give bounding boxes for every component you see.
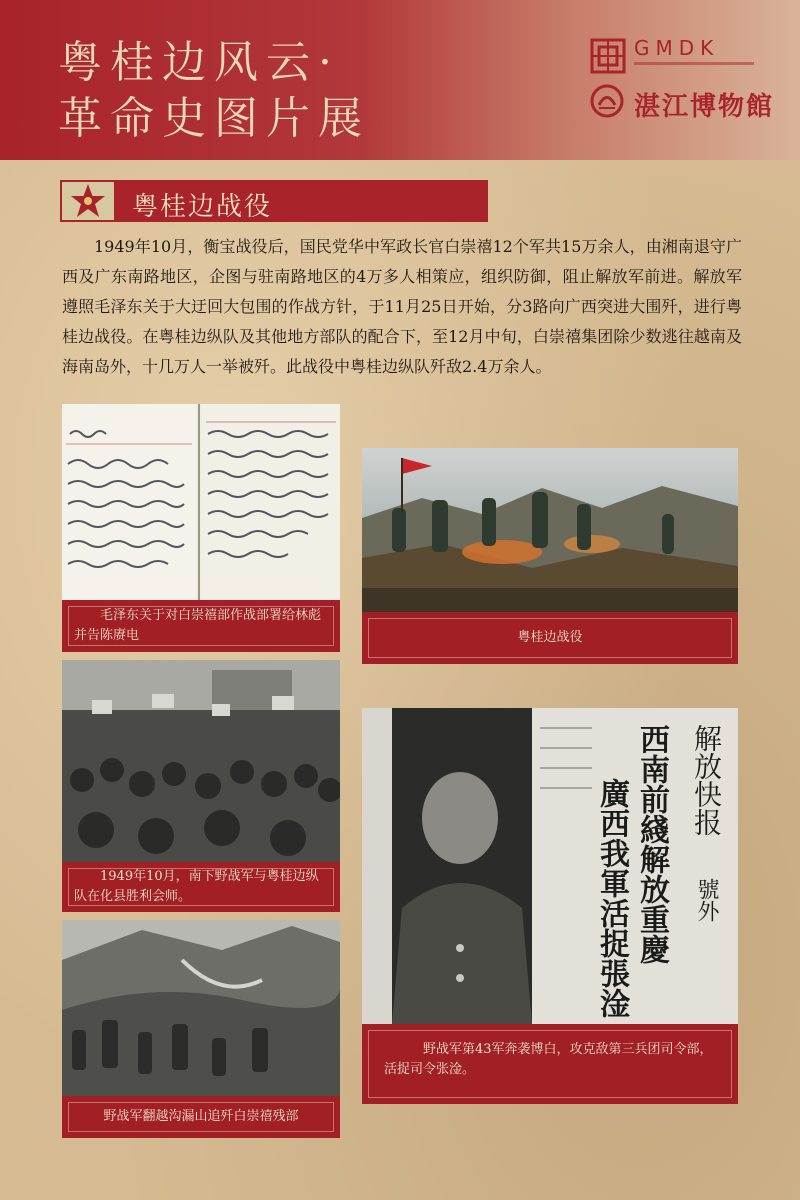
battle-painting-photo: [362, 448, 738, 612]
section-star-box: [62, 182, 114, 220]
logo2-text: 湛江博物館: [634, 92, 775, 122]
red-star-icon: [62, 182, 114, 220]
mountain-caption: 野战军翻越沟漏山追歼白崇禧残部: [103, 1109, 299, 1124]
newspaper-caption: 野战军第43军奔袭博白，攻克敌第三兵团司令部，活捉司令张淦。: [384, 1042, 713, 1077]
header-banner: [0, 0, 800, 160]
title-line-2: 革命史图片展: [58, 93, 370, 144]
title-line-1: 粤桂边风云·: [58, 37, 340, 88]
manuscript-caption-bar: [62, 600, 340, 652]
painting-caption: 粤桂边战役: [517, 630, 583, 645]
mountain-caption-bar: [62, 1096, 340, 1138]
newspaper-headline-a: 西南前綫解放重慶: [634, 724, 669, 964]
logo1-subline: [634, 62, 754, 65]
mountain-photo: [62, 920, 340, 1096]
painting-caption-bar: [362, 612, 738, 664]
newspaper-headline-b: 廣西我軍活捉張淦: [594, 778, 629, 1018]
newspaper-masthead: 解放快报: [690, 724, 723, 836]
logo1-text: GMDK: [634, 36, 720, 60]
gdmdk-logo-icon: [590, 38, 626, 74]
section-title: 粤桂边战役: [132, 192, 273, 222]
newspaper-photo: [362, 708, 738, 1024]
section-title-bar: [60, 180, 488, 222]
manuscript-caption: 毛泽东关于对白崇禧部作战部署给林彪并告陈赓电: [74, 608, 322, 643]
zhanjiang-museum-seal-icon: [590, 84, 624, 118]
newspaper-caption-bar: [362, 1024, 738, 1104]
crowd-caption-bar: [62, 862, 340, 912]
newspaper-tag: 號外: [694, 878, 719, 922]
crowd-photo: [62, 660, 340, 862]
crowd-caption: 1949年10月，南下野战军与粤桂边纵队在化县胜利会师。: [74, 869, 319, 904]
manuscript-photo: [62, 404, 340, 600]
intro-paragraph: 1949年10月，衡宝战役后，国民党华中军政长官白崇禧12个军共15万余人，由湘南退守广西及广东南路地区，企图与驻南路地区的4万多人相策应，组织防御，阻止解放军前进。解放军遵照毛泽东关于大迂回大包围的作战方针，于11月25日开始，分3路向广西突进大围歼，进行粤桂边战役。在粤桂边纵队及其他地方部队的配合下，至12月中旬，白崇禧集团除少数逃往越南及海南岛外，十几万人一举被歼。此战役中粤桂边纵队歼敌2.4万余人。: [62, 237, 742, 376]
